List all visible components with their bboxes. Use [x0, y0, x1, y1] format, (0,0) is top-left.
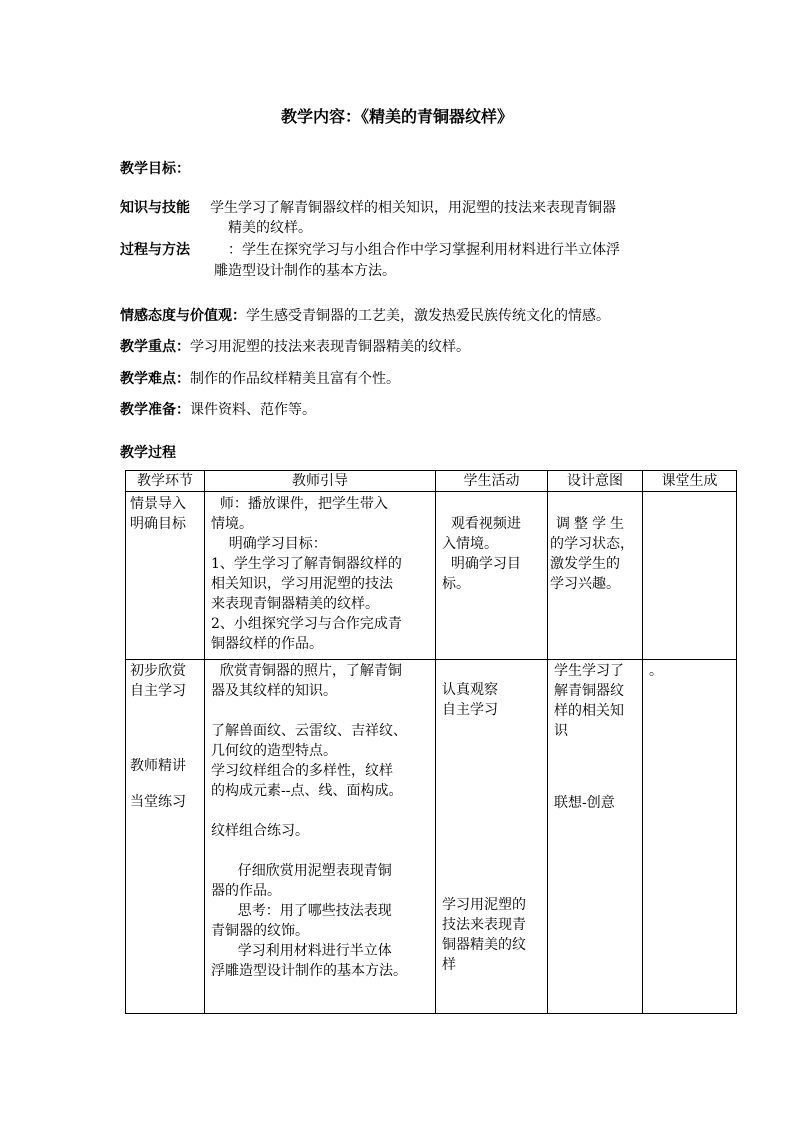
difficulty-label: 教学难点： [120, 371, 190, 387]
row1-teacher-line: 来表现青铜器精美的纹样。 [211, 596, 379, 612]
row2-teacher-line: 学习利用材料进行半立体 [211, 943, 392, 959]
preparation-line [120, 400, 316, 420]
row2-teacher-line: 仔细欣赏用泥塑表现青铜 [211, 863, 392, 879]
row1-student-line: 明确学习目 [442, 556, 521, 572]
row2-student-line: 铜器精美的纹 [442, 937, 526, 953]
row1-student-line: 标。 [442, 576, 470, 592]
row2-stage-line: 当堂练习 [130, 794, 186, 810]
row2-teacher-line: 欣赏青铜器的照片，了解青铜 [211, 663, 402, 679]
row2-stage-line: 自主学习 [130, 683, 186, 699]
row1-stage [126, 492, 205, 660]
row1-teacher-line: 2、小组探究学习与合作完成青 [211, 616, 402, 632]
header-outcome: 课堂生成 [643, 471, 737, 492]
row1-teacher-line: 1、学生学习了解青铜器纹样的 [211, 556, 402, 572]
row1-teacher-line: 铜器纹样的作品。 [211, 636, 323, 652]
row2-teacher-line: 青铜器的纹饰。 [211, 923, 309, 939]
row2-stage-line: 初步欣赏 [130, 663, 186, 679]
row1-intent [548, 492, 643, 660]
knowledge-label: 知识与技能 [120, 200, 190, 216]
row2-intent-line: 解青铜器纹 [554, 683, 624, 699]
preparation-label: 教学准备： [120, 402, 190, 418]
row2-teacher-line: 浮雕造型设计制作的基本方法。 [211, 963, 407, 979]
page-title: 教学内容：《精美的青铜器纹样》 [280, 107, 513, 126]
row2-intent-line: 联想-创意 [554, 795, 615, 811]
row2-teacher-gap [211, 801, 435, 821]
key-point-line [120, 337, 470, 357]
row2-student [436, 660, 548, 1014]
key-point-label: 教学重点： [120, 339, 190, 355]
row2-teacher-line: 纹样组合练习。 [211, 823, 309, 839]
row2-intent-line: 样的相关知 [554, 703, 624, 719]
row1-intent-line: 的学习状态， [550, 536, 634, 552]
row1-outcome [643, 492, 737, 660]
row1-teacher-line: 师：播放课件，把学生带入 [211, 496, 388, 512]
row2-outcome: 。 [643, 660, 737, 1014]
row1-intent-line: 学习兴趣。 [550, 576, 620, 592]
emotion-label: 情感态度与价值观： [120, 308, 246, 324]
row2-stage-gap [130, 776, 204, 792]
row2-teacher-line: 器的作品。 [211, 883, 281, 899]
row1-intent-line: 调整学生 [556, 516, 628, 532]
row2-intent-gap [554, 741, 642, 793]
key-point-text: 学习用泥塑的技法来表现青铜器精美的纹样。 [190, 339, 470, 355]
header-stage: 教学环节 [126, 471, 205, 492]
emotion-text: 学生感受青铜器的工艺美，激发热爱民族传统文化的情感。 [246, 308, 610, 324]
row2-teacher-gap [211, 841, 435, 861]
row2-intent-line: 识 [554, 723, 568, 739]
row1-intent-line: 激发学生的 [550, 556, 620, 572]
row2-teacher-line: 的构成元素--点、线、面构成。 [211, 783, 403, 799]
row2-teacher-line: 几何纹的造型特点。 [211, 743, 337, 759]
row2-teacher-line: 了解兽面纹、云雷纹、吉祥纹、 [211, 723, 407, 739]
knowledge-text-1: 学生学习了解青铜器纹样的相关知识，用泥塑的技法来表现青铜器 [210, 200, 616, 216]
header-teacher: 教师引导 [205, 471, 436, 492]
process-heading: 教学过程 [120, 445, 176, 461]
table-row [126, 660, 737, 1014]
header-student: 学生活动 [436, 471, 548, 492]
table-row [126, 492, 737, 660]
row1-teacher-line: 相关知识，学习用泥塑的技法 [211, 576, 393, 592]
row1-student-line: 观看视频进 [442, 516, 521, 532]
row2-teacher [205, 660, 436, 1014]
row2-intent-line: 学生学习了 [554, 663, 624, 679]
process-text-2: 雕造型设计制作的基本方法。 [214, 263, 396, 279]
row2-stage-gap [130, 701, 204, 756]
objectives-heading: 教学目标： [120, 161, 190, 177]
row2-teacher-line: 学习纹样组合的多样性，纹样 [211, 763, 393, 779]
row2-intent [548, 660, 643, 1014]
row2-teacher-line: 器及其纹样的知识。 [211, 683, 337, 699]
knowledge-text-2: 精美的纹样。 [228, 220, 312, 236]
row2-student-line: 样 [442, 957, 456, 973]
emotion-line [120, 306, 610, 326]
row2-stage-line: 教师精讲 [130, 758, 186, 774]
row1-stage-line: 情景导入 [130, 496, 186, 512]
row1-student-line: 入情境。 [442, 536, 498, 552]
preparation-text: 课件资料、范作等。 [190, 402, 316, 418]
row2-student-line: 学习用泥塑的 [442, 897, 526, 913]
row1-teacher [205, 492, 436, 660]
header-intent: 设计意图 [548, 471, 643, 492]
row2-teacher-line: 思考：用了哪些技法表现 [211, 903, 392, 919]
row2-student-line: 技法来表现青 [442, 917, 526, 933]
row1-stage-line: 明确目标 [130, 516, 186, 532]
row1-student [436, 492, 548, 660]
row2-teacher-gap [211, 701, 435, 721]
row2-student-line: 认真观察 [442, 682, 498, 698]
row2-student-line: 自主学习 [442, 702, 498, 718]
row2-stage [126, 660, 205, 1014]
teaching-process-table [125, 470, 737, 1014]
process-text-1: ：学生在探究学习与小组合作中学习掌握利用材料进行半立体浮 [228, 242, 620, 258]
process-label: 过程与方法 [120, 242, 190, 258]
difficulty-text: 制作的作品纹样精美且富有个性。 [190, 371, 400, 387]
row1-teacher-line: 情境。 [211, 516, 253, 532]
row2-student-gap [442, 720, 547, 895]
row1-teacher-line: 明确学习目标： [211, 536, 327, 552]
difficulty-line [120, 369, 400, 389]
table-header-row [126, 471, 737, 492]
